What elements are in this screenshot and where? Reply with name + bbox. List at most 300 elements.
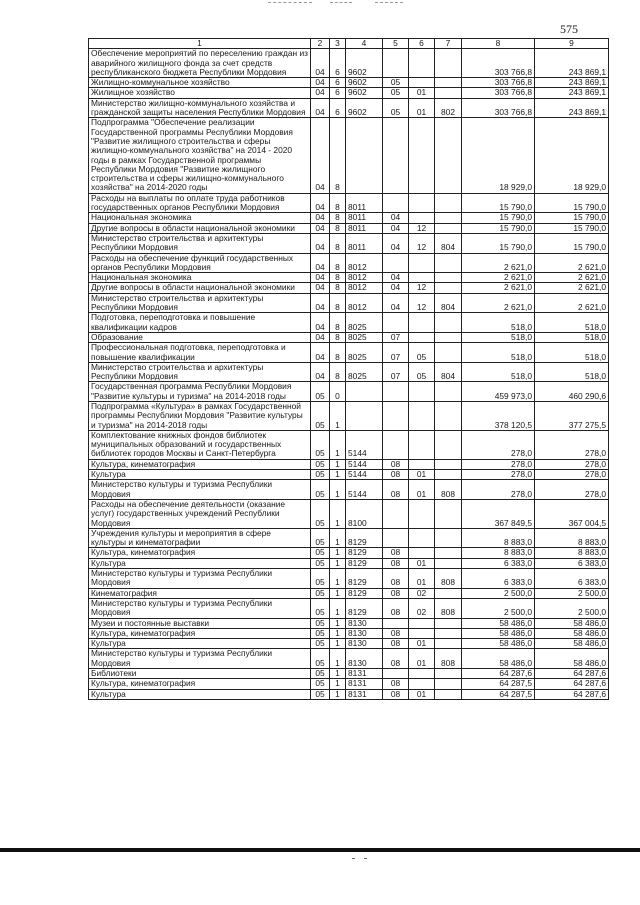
code-cell: 5144 bbox=[346, 480, 383, 500]
code-cell: 04 bbox=[311, 253, 330, 273]
code-cell: 08 bbox=[383, 558, 409, 568]
page-bottom-border bbox=[0, 848, 640, 852]
code-cell: 04 bbox=[383, 233, 409, 253]
table-row bbox=[89, 233, 609, 253]
code-cell: 9602 bbox=[346, 88, 383, 98]
code-cell bbox=[435, 88, 462, 98]
code-cell bbox=[409, 628, 435, 638]
row-name-cell: Жилищное хозяйство bbox=[89, 88, 311, 98]
amount-cell: 15 790,0 bbox=[535, 213, 609, 223]
table-row bbox=[89, 689, 609, 699]
code-cell: 8 bbox=[330, 313, 346, 333]
amount-cell: 58 486,0 bbox=[535, 649, 609, 669]
table-row bbox=[89, 588, 609, 598]
code-cell bbox=[435, 558, 462, 568]
amount-cell: 243 869,1 bbox=[535, 49, 609, 78]
code-cell: 1 bbox=[330, 558, 346, 568]
row-name-cell: Культура bbox=[89, 470, 311, 480]
code-cell: 6 bbox=[330, 88, 346, 98]
code-cell bbox=[409, 332, 435, 342]
code-cell bbox=[435, 639, 462, 649]
code-cell bbox=[435, 548, 462, 558]
code-cell: 04 bbox=[383, 283, 409, 293]
code-cell bbox=[383, 499, 409, 528]
code-cell: 05 bbox=[311, 480, 330, 500]
code-cell: 0 bbox=[330, 382, 346, 402]
code-cell: 01 bbox=[409, 649, 435, 669]
code-cell bbox=[435, 618, 462, 628]
table-header-row bbox=[89, 39, 609, 49]
code-cell: 9602 bbox=[346, 49, 383, 78]
code-cell: 04 bbox=[311, 49, 330, 78]
row-name-cell: Министерство культуры и туризма Республики Мордовия bbox=[89, 598, 311, 618]
table-row bbox=[89, 558, 609, 568]
amount-cell: 15 790,0 bbox=[462, 223, 535, 233]
amount-cell: 367 849,5 bbox=[462, 499, 535, 528]
amount-cell: 459 973,0 bbox=[462, 382, 535, 402]
amount-cell: 58 486,0 bbox=[535, 618, 609, 628]
amount-cell: 58 486,0 bbox=[462, 649, 535, 669]
row-name-cell: Музеи и постоянные выставки bbox=[89, 618, 311, 628]
code-cell: 1 bbox=[330, 459, 346, 469]
amount-cell: 518,0 bbox=[462, 332, 535, 342]
table-row bbox=[89, 193, 609, 213]
row-name-cell: Государственная программа Республики Мордовия "Развитие культуры и туризма" на 2014-2018 годы bbox=[89, 382, 311, 402]
code-cell: 8012 bbox=[346, 253, 383, 273]
column-header: 5 bbox=[383, 39, 409, 49]
code-cell bbox=[409, 430, 435, 459]
code-cell: 04 bbox=[311, 283, 330, 293]
code-cell: 8 bbox=[330, 293, 346, 313]
code-cell bbox=[409, 78, 435, 88]
code-cell: 04 bbox=[311, 293, 330, 313]
amount-cell: 58 486,0 bbox=[535, 639, 609, 649]
row-name-cell: Расходы на обеспечение деятельности (оказание услуг) государственных учреждений Республики Мордовия bbox=[89, 499, 311, 528]
amount-cell: 278,0 bbox=[462, 459, 535, 469]
column-header: 8 bbox=[462, 39, 535, 49]
code-cell: 808 bbox=[435, 569, 462, 589]
table-row bbox=[89, 343, 609, 363]
code-cell: 07 bbox=[383, 332, 409, 342]
code-cell: 01 bbox=[409, 639, 435, 649]
amount-cell: 278,0 bbox=[535, 470, 609, 480]
code-cell: 1 bbox=[330, 401, 346, 430]
row-name-cell: Культура bbox=[89, 558, 311, 568]
code-cell: 05 bbox=[311, 401, 330, 430]
table-row bbox=[89, 430, 609, 459]
row-name-cell: Подготовка, переподготовка и повышение квалификации кадров bbox=[89, 313, 311, 333]
code-cell bbox=[435, 118, 462, 193]
code-cell bbox=[435, 401, 462, 430]
code-cell: 05 bbox=[311, 558, 330, 568]
amount-cell: 18 929,0 bbox=[462, 118, 535, 193]
code-cell: 01 bbox=[409, 88, 435, 98]
code-cell: 9602 bbox=[346, 78, 383, 88]
column-header: 9 bbox=[535, 39, 609, 49]
amount-cell: 8 883,0 bbox=[462, 528, 535, 548]
row-name-cell: Министерство строительства и архитектуры Республики Мордовия bbox=[89, 293, 311, 313]
amount-cell: 243 869,1 bbox=[535, 88, 609, 98]
code-cell: 08 bbox=[383, 649, 409, 669]
code-cell: 12 bbox=[409, 233, 435, 253]
column-header: 7 bbox=[435, 39, 462, 49]
code-cell: 07 bbox=[383, 362, 409, 382]
row-name-cell: Подпрограмма «Культура» в рамках Государственной программы Республики Мордовия "Развитие культуры и туризма" на 2014-2018 годы bbox=[89, 401, 311, 430]
row-name-cell: Министерство культуры и туризма Республики Мордовия bbox=[89, 649, 311, 669]
code-cell: 08 bbox=[383, 598, 409, 618]
code-cell bbox=[409, 49, 435, 78]
row-name-cell: Культура bbox=[89, 639, 311, 649]
amount-cell: 303 766,8 bbox=[462, 98, 535, 118]
code-cell: 08 bbox=[383, 628, 409, 638]
table-row bbox=[89, 401, 609, 430]
amount-cell: 58 486,0 bbox=[462, 628, 535, 638]
table-row bbox=[89, 649, 609, 669]
column-header: 3 bbox=[330, 39, 346, 49]
amount-cell: 15 790,0 bbox=[462, 193, 535, 213]
amount-cell: 278,0 bbox=[535, 430, 609, 459]
code-cell: 08 bbox=[383, 569, 409, 589]
amount-cell: 64 287,6 bbox=[535, 679, 609, 689]
code-cell: 8025 bbox=[346, 313, 383, 333]
code-cell: 04 bbox=[383, 223, 409, 233]
code-cell: 05 bbox=[311, 528, 330, 548]
code-cell bbox=[383, 618, 409, 628]
row-name-cell: Жилищно-коммунальное хозяйство bbox=[89, 78, 311, 88]
amount-cell: 58 486,0 bbox=[462, 639, 535, 649]
code-cell: 04 bbox=[311, 193, 330, 213]
code-cell bbox=[435, 628, 462, 638]
code-cell: 01 bbox=[409, 480, 435, 500]
amount-cell: 2 500,0 bbox=[535, 588, 609, 598]
row-name-cell: Расходы на выплаты по оплате труда работников государственных органов Республики Мордовия bbox=[89, 193, 311, 213]
code-cell: 8 bbox=[330, 283, 346, 293]
table-row bbox=[89, 118, 609, 193]
code-cell: 01 bbox=[409, 98, 435, 118]
code-cell: 8 bbox=[330, 118, 346, 193]
code-cell bbox=[409, 669, 435, 679]
code-cell bbox=[435, 193, 462, 213]
code-cell: 1 bbox=[330, 618, 346, 628]
row-name-cell: Культура, кинематография bbox=[89, 548, 311, 558]
table-row bbox=[89, 49, 609, 78]
code-cell bbox=[435, 313, 462, 333]
code-cell bbox=[409, 313, 435, 333]
code-cell: 8 bbox=[330, 223, 346, 233]
code-cell: 1 bbox=[330, 470, 346, 480]
scan-artifact-line bbox=[330, 2, 352, 3]
code-cell: 1 bbox=[330, 649, 346, 669]
amount-cell: 518,0 bbox=[462, 313, 535, 333]
amount-cell: 2 621,0 bbox=[535, 273, 609, 283]
amount-cell: 8 883,0 bbox=[462, 548, 535, 558]
code-cell bbox=[435, 49, 462, 78]
code-cell: 02 bbox=[409, 598, 435, 618]
code-cell: 1 bbox=[330, 430, 346, 459]
amount-cell: 2 621,0 bbox=[462, 293, 535, 313]
code-cell bbox=[409, 459, 435, 469]
code-cell: 8131 bbox=[346, 679, 383, 689]
amount-cell: 15 790,0 bbox=[535, 193, 609, 213]
code-cell bbox=[409, 273, 435, 283]
code-cell: 5144 bbox=[346, 470, 383, 480]
code-cell: 8 bbox=[330, 332, 346, 342]
code-cell: 04 bbox=[311, 273, 330, 283]
code-cell bbox=[435, 430, 462, 459]
column-header: 6 bbox=[409, 39, 435, 49]
code-cell bbox=[435, 78, 462, 88]
code-cell: 05 bbox=[311, 470, 330, 480]
code-cell bbox=[435, 528, 462, 548]
code-cell: 08 bbox=[383, 470, 409, 480]
code-cell: 8012 bbox=[346, 283, 383, 293]
row-name-cell: Образование bbox=[89, 332, 311, 342]
amount-cell: 6 383,0 bbox=[462, 569, 535, 589]
code-cell: 04 bbox=[383, 293, 409, 313]
code-cell bbox=[435, 669, 462, 679]
code-cell: 8129 bbox=[346, 588, 383, 598]
code-cell: 05 bbox=[311, 430, 330, 459]
code-cell: 04 bbox=[311, 118, 330, 193]
code-cell: 1 bbox=[330, 669, 346, 679]
scan-artifact-line bbox=[268, 2, 312, 3]
code-cell: 04 bbox=[311, 313, 330, 333]
amount-cell: 278,0 bbox=[535, 480, 609, 500]
code-cell: 8 bbox=[330, 343, 346, 363]
code-cell: 8 bbox=[330, 362, 346, 382]
code-cell: 6 bbox=[330, 98, 346, 118]
code-cell: 08 bbox=[383, 639, 409, 649]
row-name-cell: Национальная экономика bbox=[89, 273, 311, 283]
code-cell: 05 bbox=[409, 362, 435, 382]
table-row bbox=[89, 253, 609, 273]
code-cell: 8129 bbox=[346, 528, 383, 548]
code-cell: 1 bbox=[330, 480, 346, 500]
code-cell: 808 bbox=[435, 480, 462, 500]
code-cell bbox=[435, 332, 462, 342]
table-row bbox=[89, 332, 609, 342]
code-cell bbox=[409, 213, 435, 223]
table-row bbox=[89, 382, 609, 402]
page-number: 575 bbox=[560, 22, 578, 36]
code-cell: 01 bbox=[409, 689, 435, 699]
table-row bbox=[89, 528, 609, 548]
code-cell: 8130 bbox=[346, 628, 383, 638]
code-cell: 12 bbox=[409, 293, 435, 313]
code-cell: 07 bbox=[383, 343, 409, 363]
code-cell: 6 bbox=[330, 49, 346, 78]
amount-cell: 15 790,0 bbox=[462, 213, 535, 223]
code-cell: 01 bbox=[409, 558, 435, 568]
code-cell: 8129 bbox=[346, 598, 383, 618]
code-cell: 804 bbox=[435, 233, 462, 253]
code-cell: 8129 bbox=[346, 558, 383, 568]
code-cell: 804 bbox=[435, 362, 462, 382]
code-cell: 8130 bbox=[346, 639, 383, 649]
table-row bbox=[89, 628, 609, 638]
amount-cell: 518,0 bbox=[535, 343, 609, 363]
amount-cell: 2 621,0 bbox=[535, 283, 609, 293]
code-cell: 08 bbox=[383, 588, 409, 598]
code-cell bbox=[346, 382, 383, 402]
code-cell bbox=[409, 193, 435, 213]
code-cell: 05 bbox=[311, 588, 330, 598]
row-name-cell: Министерство культуры и туризма Республики Мордовия bbox=[89, 569, 311, 589]
code-cell: 8 bbox=[330, 273, 346, 283]
code-cell bbox=[409, 528, 435, 548]
code-cell: 804 bbox=[435, 293, 462, 313]
code-cell: 04 bbox=[311, 98, 330, 118]
code-cell: 8 bbox=[330, 193, 346, 213]
amount-cell: 303 766,8 bbox=[462, 78, 535, 88]
code-cell: 05 bbox=[383, 88, 409, 98]
code-cell: 8025 bbox=[346, 343, 383, 363]
scan-artifact-mark bbox=[352, 858, 355, 859]
code-cell: 8130 bbox=[346, 649, 383, 669]
code-cell: 05 bbox=[311, 618, 330, 628]
code-cell: 05 bbox=[311, 639, 330, 649]
code-cell: 05 bbox=[311, 649, 330, 669]
amount-cell: 2 621,0 bbox=[462, 253, 535, 273]
code-cell: 8 bbox=[330, 253, 346, 273]
code-cell bbox=[435, 213, 462, 223]
code-cell bbox=[435, 382, 462, 402]
code-cell: 04 bbox=[383, 273, 409, 283]
budget-table bbox=[88, 38, 609, 700]
table-row bbox=[89, 213, 609, 223]
table-row bbox=[89, 78, 609, 88]
row-name-cell: Другие вопросы в области национальной экономики bbox=[89, 283, 311, 293]
code-cell bbox=[383, 193, 409, 213]
code-cell: 5144 bbox=[346, 430, 383, 459]
code-cell bbox=[409, 499, 435, 528]
amount-cell: 378 120,5 bbox=[462, 401, 535, 430]
code-cell bbox=[383, 253, 409, 273]
code-cell bbox=[409, 618, 435, 628]
code-cell bbox=[435, 588, 462, 598]
code-cell bbox=[383, 118, 409, 193]
row-name-cell: Национальная экономика bbox=[89, 213, 311, 223]
code-cell: 05 bbox=[311, 669, 330, 679]
table-row bbox=[89, 679, 609, 689]
code-cell: 5144 bbox=[346, 459, 383, 469]
amount-cell: 2 500,0 bbox=[462, 588, 535, 598]
code-cell: 01 bbox=[409, 470, 435, 480]
amount-cell: 243 869,1 bbox=[535, 98, 609, 118]
table-row bbox=[89, 273, 609, 283]
amount-cell: 15 790,0 bbox=[535, 233, 609, 253]
amount-cell: 518,0 bbox=[462, 362, 535, 382]
code-cell bbox=[409, 382, 435, 402]
code-cell: 802 bbox=[435, 98, 462, 118]
amount-cell: 6 383,0 bbox=[462, 558, 535, 568]
code-cell bbox=[383, 669, 409, 679]
table-row bbox=[89, 569, 609, 589]
code-cell bbox=[383, 528, 409, 548]
amount-cell: 2 621,0 bbox=[535, 293, 609, 313]
column-header: 4 bbox=[346, 39, 383, 49]
table-row bbox=[89, 499, 609, 528]
code-cell: 808 bbox=[435, 649, 462, 669]
table-row bbox=[89, 362, 609, 382]
code-cell: 12 bbox=[409, 283, 435, 293]
code-cell: 8011 bbox=[346, 193, 383, 213]
code-cell: 1 bbox=[330, 628, 346, 638]
amount-cell: 6 383,0 bbox=[535, 558, 609, 568]
code-cell: 04 bbox=[311, 332, 330, 342]
code-cell: 05 bbox=[311, 382, 330, 402]
row-name-cell: Министерство культуры и туризма Республики Мордовия bbox=[89, 480, 311, 500]
code-cell: 04 bbox=[311, 362, 330, 382]
code-cell: 8012 bbox=[346, 273, 383, 283]
code-cell: 05 bbox=[311, 459, 330, 469]
code-cell bbox=[383, 382, 409, 402]
code-cell: 8011 bbox=[346, 233, 383, 253]
code-cell: 08 bbox=[383, 689, 409, 699]
row-name-cell: Культура bbox=[89, 689, 311, 699]
code-cell: 8011 bbox=[346, 213, 383, 223]
code-cell: 05 bbox=[311, 598, 330, 618]
code-cell: 1 bbox=[330, 548, 346, 558]
code-cell: 04 bbox=[383, 213, 409, 223]
row-name-cell: Культура, кинематография bbox=[89, 459, 311, 469]
amount-cell: 518,0 bbox=[462, 343, 535, 363]
row-name-cell: Комплектование книжных фондов библиотек муниципальных образований и государственных библиотек городов Москвы и Санкт-Петербурга bbox=[89, 430, 311, 459]
table-row bbox=[89, 470, 609, 480]
amount-cell: 58 486,0 bbox=[535, 628, 609, 638]
code-cell: 8131 bbox=[346, 669, 383, 679]
amount-cell: 518,0 bbox=[535, 313, 609, 333]
code-cell: 08 bbox=[383, 459, 409, 469]
amount-cell: 278,0 bbox=[535, 459, 609, 469]
code-cell: 12 bbox=[409, 223, 435, 233]
row-name-cell: Культура, кинематография bbox=[89, 628, 311, 638]
table-row bbox=[89, 669, 609, 679]
code-cell: 1 bbox=[330, 499, 346, 528]
amount-cell: 460 290,6 bbox=[535, 382, 609, 402]
code-cell bbox=[435, 343, 462, 363]
amount-cell: 2 500,0 bbox=[462, 598, 535, 618]
table-row bbox=[89, 618, 609, 628]
table-row bbox=[89, 480, 609, 500]
code-cell bbox=[435, 223, 462, 233]
code-cell bbox=[383, 313, 409, 333]
amount-cell: 64 287,5 bbox=[462, 689, 535, 699]
amount-cell: 58 486,0 bbox=[462, 618, 535, 628]
amount-cell: 518,0 bbox=[535, 332, 609, 342]
code-cell: 8 bbox=[330, 213, 346, 223]
row-name-cell: Обеспечение мероприятий по переселению граждан из аварийного жилищного фонда за счет средств республиканского бюджета Республики Мордовия bbox=[89, 49, 311, 78]
code-cell: 01 bbox=[409, 569, 435, 589]
row-name-cell: Министерство жилищно-коммунального хозяйства и гражданской защиты населения Республики Мордовия bbox=[89, 98, 311, 118]
row-name-cell: Библиотеки bbox=[89, 669, 311, 679]
code-cell bbox=[409, 679, 435, 689]
code-cell: 8100 bbox=[346, 499, 383, 528]
code-cell: 04 bbox=[311, 78, 330, 88]
amount-cell: 2 621,0 bbox=[535, 253, 609, 273]
code-cell: 05 bbox=[409, 343, 435, 363]
code-cell: 1 bbox=[330, 528, 346, 548]
code-cell: 05 bbox=[383, 98, 409, 118]
table-row bbox=[89, 313, 609, 333]
code-cell: 8130 bbox=[346, 618, 383, 628]
amount-cell: 243 869,1 bbox=[535, 78, 609, 88]
code-cell: 8 bbox=[330, 233, 346, 253]
code-cell bbox=[409, 253, 435, 273]
code-cell bbox=[409, 401, 435, 430]
amount-cell: 8 883,0 bbox=[535, 528, 609, 548]
amount-cell: 518,0 bbox=[535, 362, 609, 382]
